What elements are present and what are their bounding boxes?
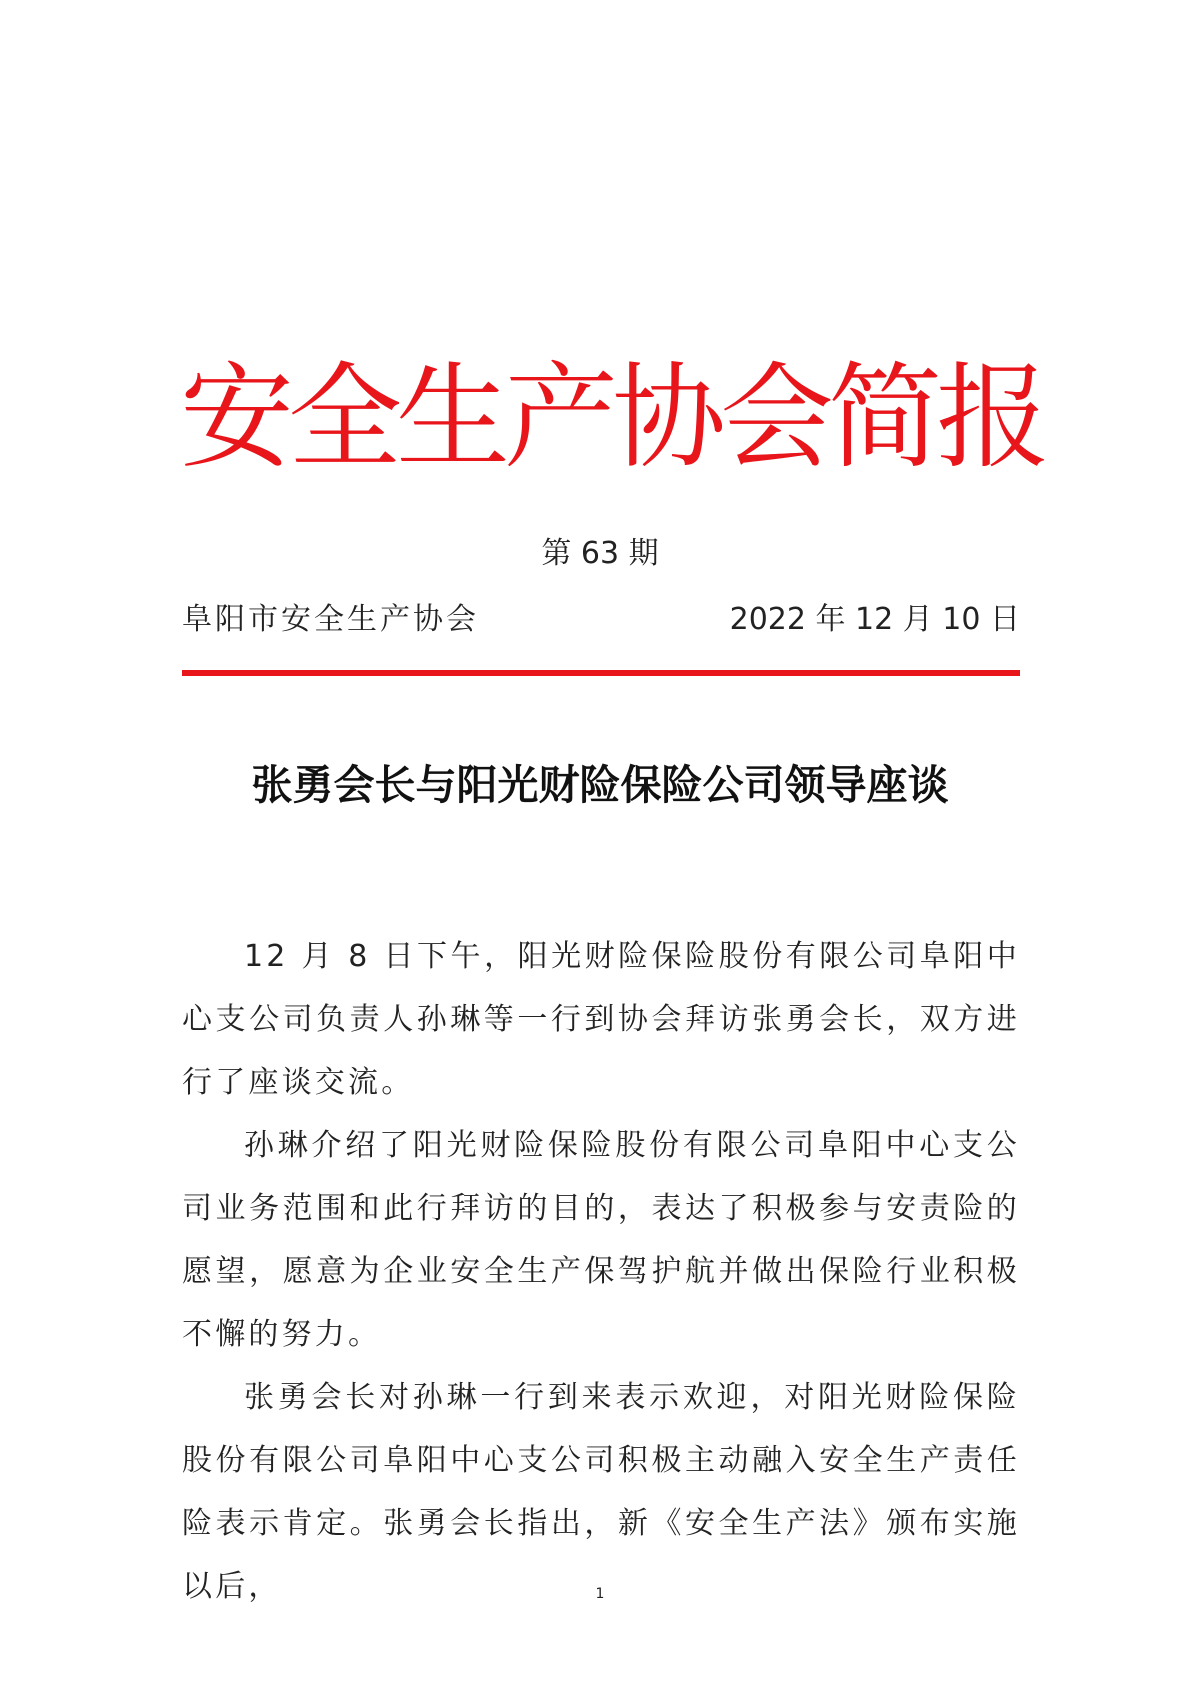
meta-row — [182, 599, 1020, 641]
masthead-title: 安全生产协会简报 — [180, 351, 1045, 484]
article-title: 张勇会长与阳光财险保险公司领导座谈 — [251, 761, 949, 809]
article-paragraph: 12 月 8 日下午，阳光财险保险股份有限公司阜阳中心支公司负责人孙琳等一行到协会拜访张勇会长，双方进行了座谈交流。 — [182, 939, 1020, 1100]
page-number: 1 — [595, 1586, 605, 1602]
red-divider-line — [182, 670, 1020, 676]
publisher-name: 阜阳市安全生产协会 — [182, 602, 479, 637]
issue-number: 第 63 期 — [541, 536, 659, 571]
article-paragraph: 张勇会长对孙琳一行到来表示欢迎，对阳光财险保险股份有限公司阜阳中心支公司积极主动融入安全生产责任险表示肯定。张勇会长指出，新《安全生产法》颁布实施以后， — [182, 1380, 1020, 1604]
publish-date: 2022 年 12 月 10 日 — [729, 602, 1020, 637]
article-body — [182, 925, 1020, 1618]
article-paragraph: 孙琳介绍了阳光财险保险股份有限公司阜阳中心支公司业务范围和此行拜访的目的，表达了积极参与安责险的愿望，愿意为企业安全生产保驾护航并做出保险行业积极不懈的努力。 — [182, 1128, 1020, 1352]
